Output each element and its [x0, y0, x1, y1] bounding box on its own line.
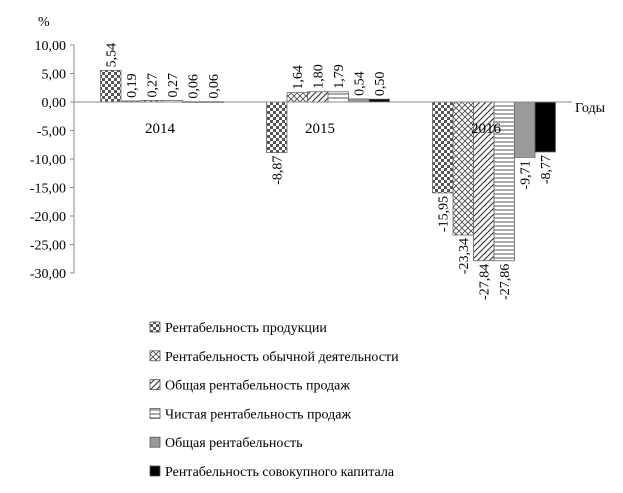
data-label: 0,50 [373, 71, 389, 97]
legend-label: Общая рентабельность [165, 436, 303, 452]
data-label: 0,27 [166, 72, 182, 98]
data-label: -15,95 [436, 195, 452, 233]
data-label: -8,87 [270, 155, 286, 185]
data-label: 1,64 [291, 65, 307, 90]
legend-label: Чистая рентабельность продаж [165, 407, 352, 423]
legend-swatch-crosshatch [150, 351, 160, 361]
data-label: -27,86 [498, 263, 514, 300]
data-label: 5,54 [104, 42, 120, 68]
category-label-2014: 2014 [145, 121, 175, 137]
legend-swatch-diagonal [150, 380, 160, 390]
bar-black-2016 [535, 102, 556, 152]
bar-horizontal-2015 [328, 92, 349, 102]
y-tick-label: 5,00 [41, 67, 66, 83]
category-label-2015: 2015 [305, 121, 335, 137]
data-label: -23,34 [457, 238, 473, 275]
legend [150, 321, 399, 480]
y-tick-label: 10,00 [34, 39, 66, 54]
legend-swatch-gray [150, 437, 160, 447]
bar-crosshatch-2015 [287, 93, 308, 102]
y-tick-label: -25,00 [29, 238, 66, 254]
y-tick-label: 0,00 [41, 96, 66, 111]
data-label: 0,06 [186, 74, 202, 99]
legend-swatch-horizontal [150, 408, 160, 418]
y-axis-title: % [38, 15, 50, 30]
legend-label: Рентабельность обычной деятельности [165, 349, 399, 365]
data-label: -27,84 [477, 263, 493, 300]
data-label: 1,80 [311, 64, 327, 89]
legend-label: Рентабельность совокупного капитала [165, 465, 395, 480]
legend-label: Общая рентабельность продаж [165, 378, 351, 394]
legend-label: Рентабельность продукции [165, 321, 327, 336]
y-tick-label: -15,00 [29, 181, 66, 197]
bars [101, 70, 556, 260]
y-tick-label: -5,00 [36, 124, 66, 140]
x-axis-title: Годы [575, 101, 605, 116]
bar-checker-2014 [101, 70, 122, 102]
data-label: 0,06 [207, 74, 223, 99]
data-label: -9,71 [518, 160, 534, 190]
data-label: 0,54 [352, 71, 368, 96]
bar-gray-2016 [515, 102, 536, 157]
data-label: 0,19 [125, 73, 141, 98]
data-label: 0,27 [145, 72, 161, 98]
bar-checker-2015 [267, 102, 288, 153]
legend-swatch-checker [150, 322, 160, 332]
data-label: 1,79 [332, 64, 348, 89]
y-tick-label: -30,00 [29, 267, 66, 282]
y-axis-ticks [30, 39, 74, 282]
category-label-2016: 2016 [471, 121, 501, 137]
data-label: -8,77 [539, 154, 555, 185]
bar-diagonal-2015 [308, 92, 329, 102]
y-tick-label: -20,00 [29, 210, 66, 225]
legend-swatch-black [150, 466, 160, 476]
y-tick-label: -10,00 [29, 153, 66, 168]
bar-checker-2016 [433, 102, 454, 193]
